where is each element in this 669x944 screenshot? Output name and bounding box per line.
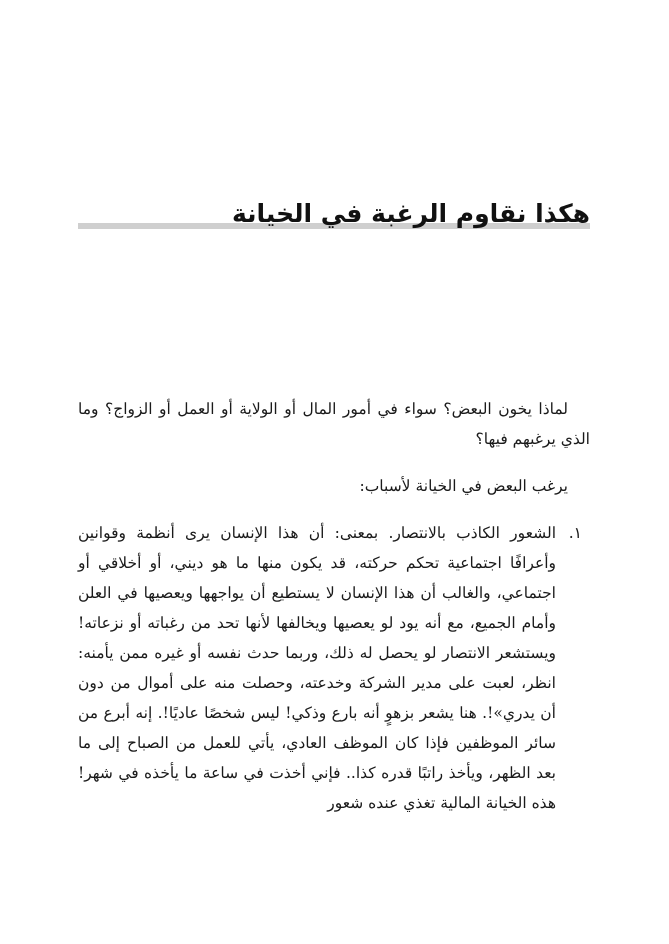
reason-text: الشعور الكاذب بالانتصار. بمعنى: أن هذا الإنسان يرى أنظمة وقوانين وأعرافًا اجتماعية تحكم حركته، قد يكون منها ما هو ديني، أو أخلاقي أو اجتماعي، والغالب أن هذا الإنسان لا يستطيع أن يواجهها ويعصيها في العلن وأمام الجميع، مع أنه يود لو يعصيها ويخالفها لأنها تحد من رغباته أو نزعاته! ويستشعر الانتصار لو يحصل له ذلك، وربما حدث نفسه أو غيره ممن يأمنه: انظر، لعبت على مدير الشركة وخدعته، وحصلت منه على أموال من دون أن يدري»!. هنا يشعر بزهوٍ أنه بارع وذكي! ليس شخصًا عاديًا!. إنه أبرع من سائر الموظفين فإذا كان الموظف العادي، يأتي للعمل من الصباح إلى ما بعد الظهر، ويأخذ راتبًا قدره كذا.. فإني أخذت في ساعة ما يأخذه في شهر! هذه الخيانة المالية تغذي عنده شعور bbox=[78, 524, 556, 812]
chapter-title: هكذا نقاوم الرغبة في الخيانة bbox=[231, 199, 590, 228]
reason-list-item bbox=[78, 518, 590, 818]
intro-paragraph: لماذا يخون البعض؟ سواء في أمور المال أو الولاية أو العمل أو الزواج؟ وما الذي يرغبهم فيها؟ bbox=[78, 400, 590, 448]
reasons-lead-paragraph: يرغب البعض في الخيانة لأسباب: bbox=[359, 477, 568, 495]
reason-number: ١. bbox=[568, 524, 582, 542]
chapter-header bbox=[78, 196, 590, 236]
body-text bbox=[78, 394, 590, 818]
